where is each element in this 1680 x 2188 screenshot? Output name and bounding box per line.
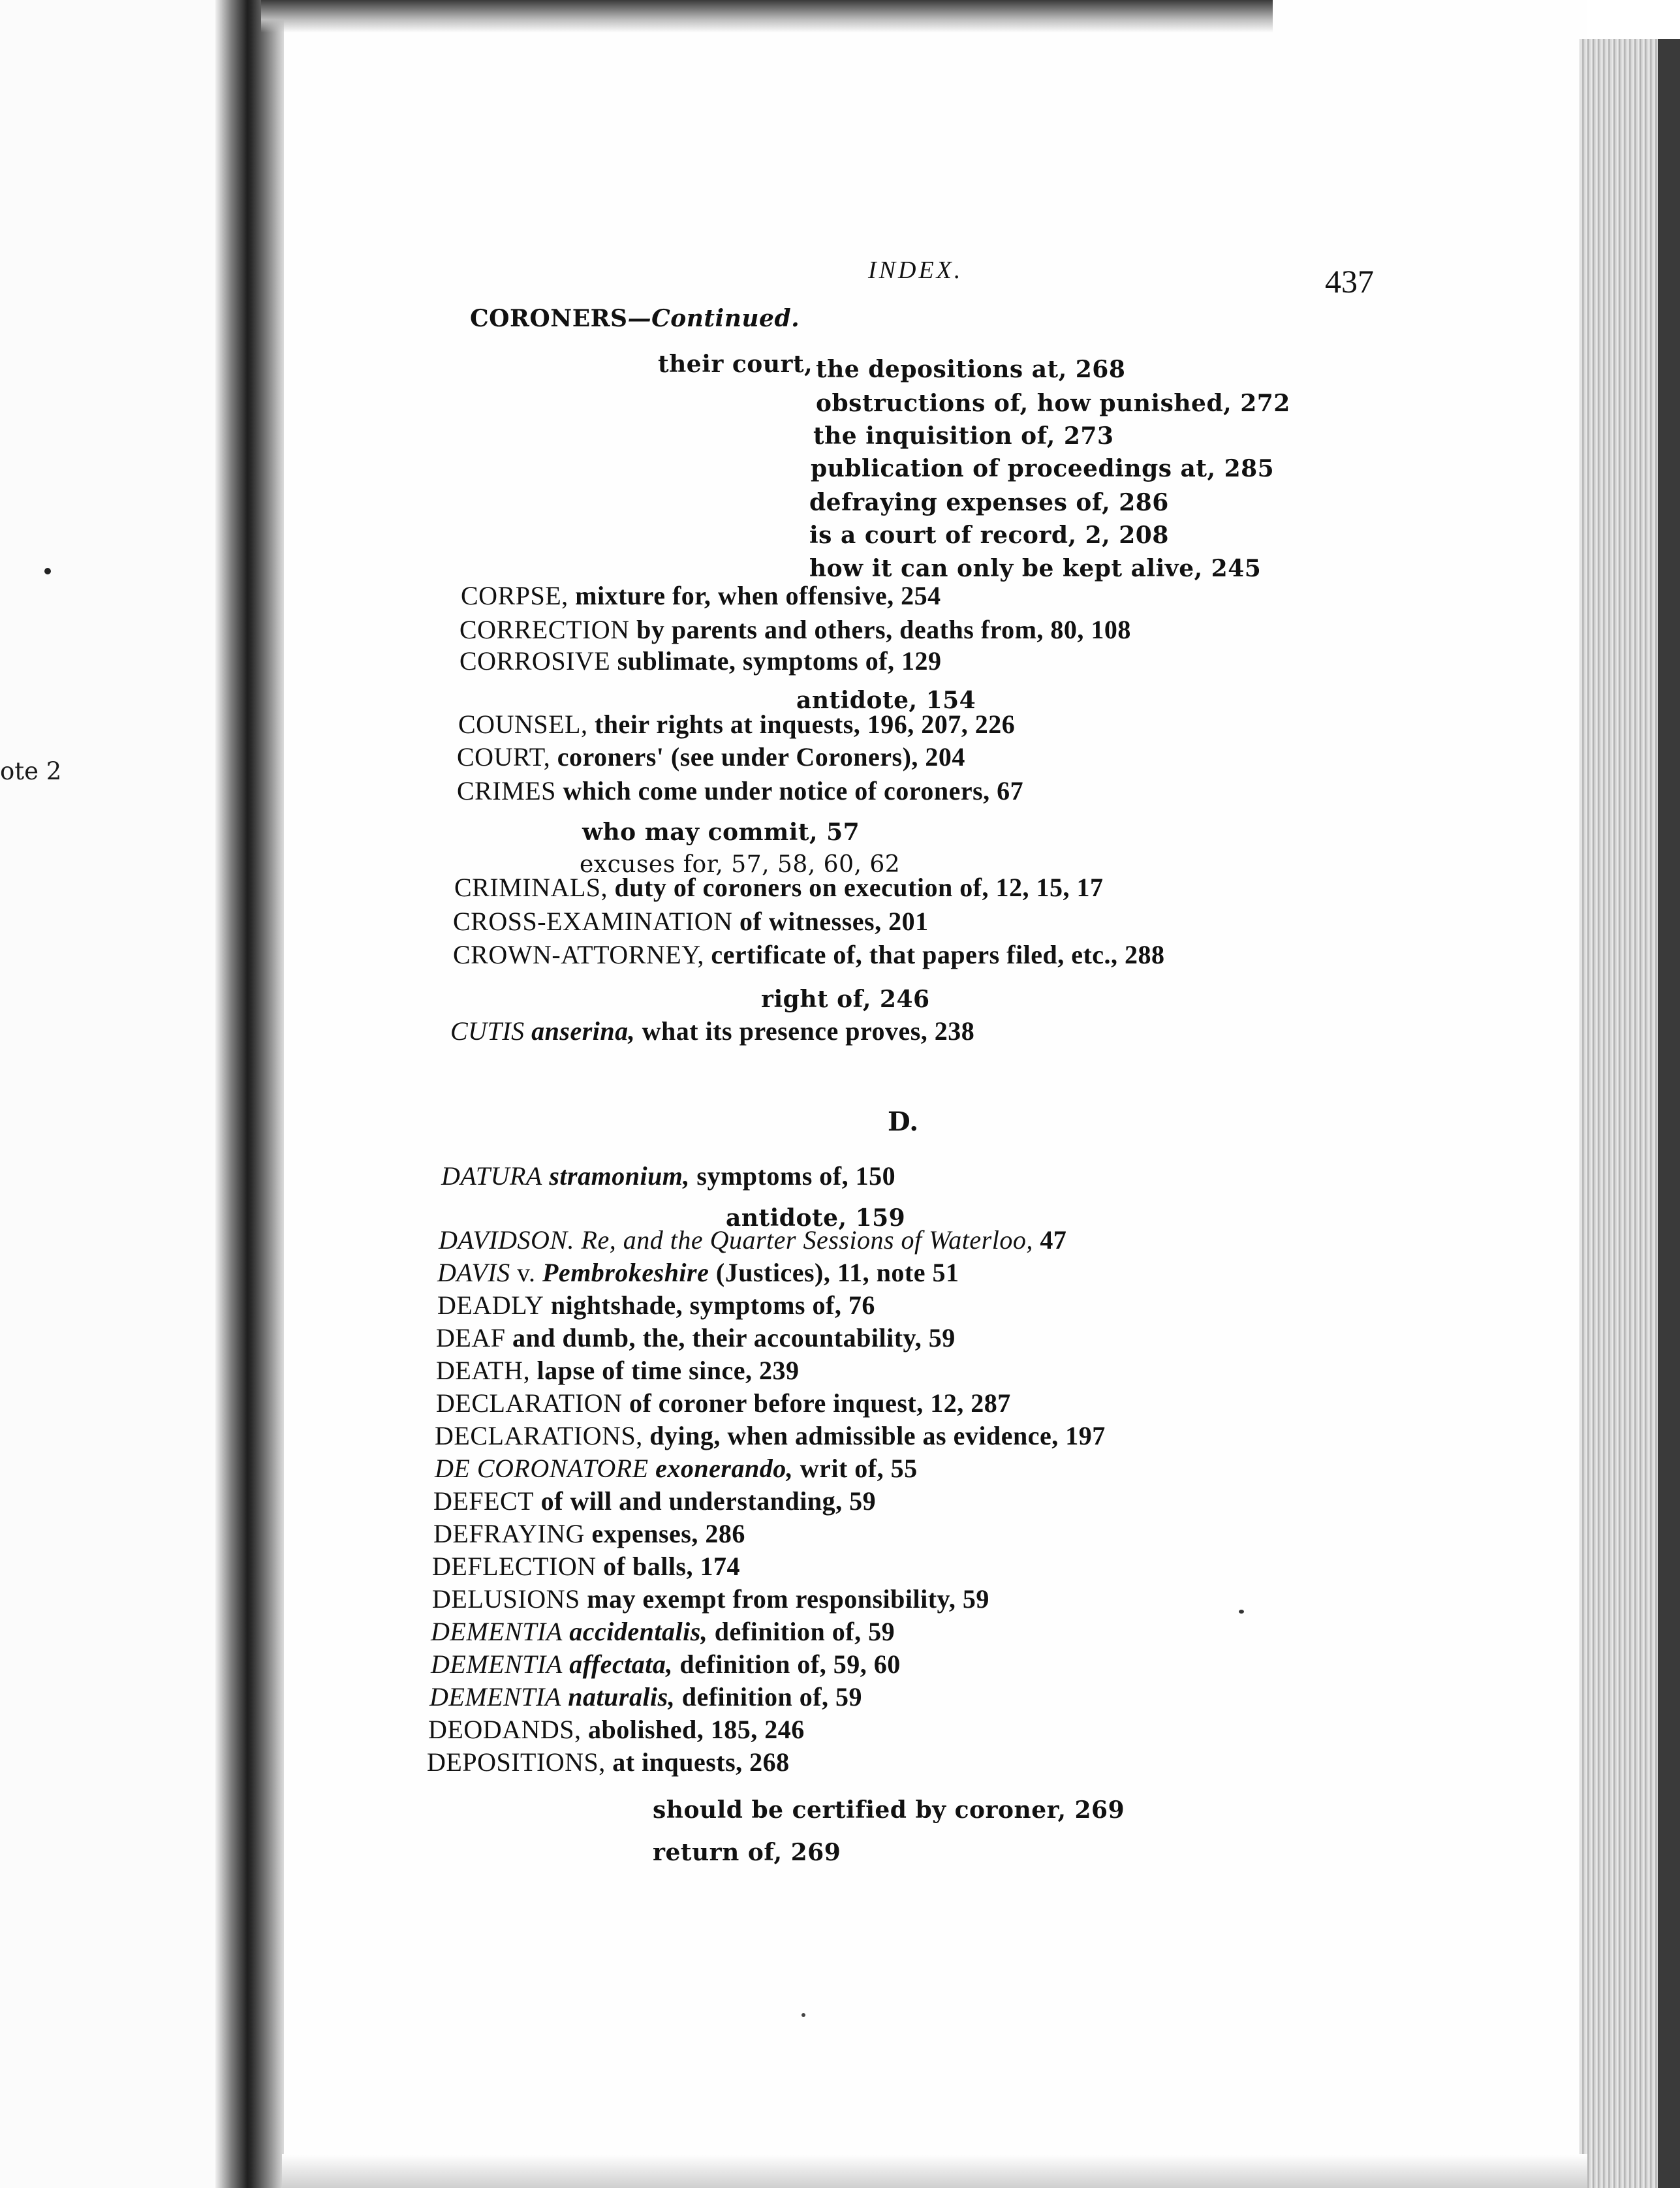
index-entry-correction: CORRECTION by parents and others, deaths from, 80, 108: [459, 615, 1131, 644]
top-shadow: [261, 0, 1273, 33]
index-entry-deodands: DEODANDS, abolished, 185, 246: [428, 1715, 805, 1744]
index-entry-cutis: CUTIS anserina, what its presence proves, 238: [450, 1016, 975, 1046]
index-entry-crimes: CRIMES which come under notice of coroners, 67: [457, 776, 1024, 805]
index-entry-corpse: CORPSE, mixture for, when offensive, 254: [461, 581, 941, 610]
subentry-line: return of, 269: [653, 1839, 841, 1866]
index-entry-corrosive: CORROSIVE sublimate, symptoms of, 129: [459, 646, 942, 676]
index-entry-counsel: COUNSEL, their rights at inquests, 196, 207, 226: [458, 710, 1016, 739]
index-entry-depositions: DEPOSITIONS, at inquests, 268: [427, 1747, 790, 1777]
ink-speck: [1239, 1610, 1244, 1614]
subentry-their-court: their court,: [658, 351, 813, 378]
subentry-line: obstructions of, how punished, 272: [816, 390, 1290, 417]
subentry-line: publication of proceedings at, 285: [811, 455, 1275, 482]
index-entry-deflection: DEFLECTION of balls, 174: [432, 1552, 740, 1581]
index-entry-coroners-continued: CORONERS—Continued.: [470, 305, 800, 332]
fore-edge-shadow: [1658, 39, 1680, 2188]
subentry-line: antidote, 154: [796, 687, 976, 714]
subentry-line: is a court of record, 2, 208: [809, 522, 1169, 549]
subentry-line: should be certified by coroner, 269: [653, 1796, 1125, 1824]
index-entry-court: COURT, coroners' (see under Coroners), 204: [457, 742, 965, 772]
subentry-line: right of, 246: [761, 986, 930, 1013]
index-entry-delusions: DELUSIONS may exempt from responsibility, 59: [432, 1584, 989, 1614]
index-entry-dementia-affectata: DEMENTIA affectata, definition of, 59, 60: [431, 1649, 901, 1679]
index-entry-criminals: CRIMINALS, duty of coroners on execution of, 12, 15, 17: [454, 873, 1104, 902]
index-entry-declarations: DECLARATIONS, dying, when admissible as evidence, 197: [435, 1421, 1106, 1450]
left-page-text-fragment: ote 2: [0, 757, 62, 785]
index-entry-deadly: DEADLY nightshade, symptoms of, 76: [437, 1290, 875, 1320]
ink-speck: [801, 2013, 805, 2017]
index-entry-dementia-accidentalis: DEMENTIA accidentalis, definition of, 59: [431, 1617, 895, 1646]
subentry-line: who may commit, 57: [582, 819, 860, 846]
index-entry-deaf: DEAF and dumb, the, their accountability, 59: [436, 1323, 956, 1352]
subentry-line: antidote, 159: [726, 1204, 906, 1232]
index-entry-dementia-naturalis: DEMENTIA naturalis, definition of, 59: [429, 1682, 863, 1711]
binding-gutter: [251, 0, 284, 2188]
index-entry-datura: DATURA stramonium, symptoms of, 150: [441, 1161, 896, 1191]
subentry-line: excuses for, 57, 58, 60, 62: [580, 851, 901, 878]
index-entry-davidson: DAVIDSON. Re, and the Quarter Sessions of Waterloo, 47: [439, 1225, 1067, 1255]
index-entry-declaration: DECLARATION of coroner before inquest, 12, 287: [436, 1388, 1011, 1418]
left-facing-page: [0, 0, 225, 2188]
subentry-line: the depositions at, 268: [816, 356, 1126, 383]
index-entry-defraying: DEFRAYING expenses, 286: [433, 1519, 745, 1548]
page-number: 437: [1325, 263, 1374, 300]
bottom-shadow: [282, 2154, 1587, 2188]
subentry-line: defraying expenses of, 286: [809, 489, 1169, 516]
subentry-line: how it can only be kept alive, 245: [809, 555, 1262, 582]
running-head: INDEX.: [868, 257, 963, 284]
index-entry-de-coronatore: DE CORONATORE exonerando, writ of, 55: [435, 1454, 918, 1483]
index-entry-death: DEATH, lapse of time since, 239: [436, 1356, 800, 1385]
index-entry-cross-examination: CROSS-EXAMINATION of witnesses, 201: [453, 907, 929, 936]
section-letter-d: D.: [888, 1106, 919, 1137]
index-entry-davis: DAVIS v. Pembrokeshire (Justices), 11, note 51: [437, 1258, 959, 1287]
index-entry-crown-attorney: CROWN-ATTORNEY, certificate of, that papers filed, etc., 288: [453, 940, 1165, 969]
left-page-speck: [44, 568, 51, 574]
index-entry-defect: DEFECT of will and understanding, 59: [433, 1486, 877, 1516]
subentry-line: the inquisition of, 273: [813, 422, 1114, 450]
